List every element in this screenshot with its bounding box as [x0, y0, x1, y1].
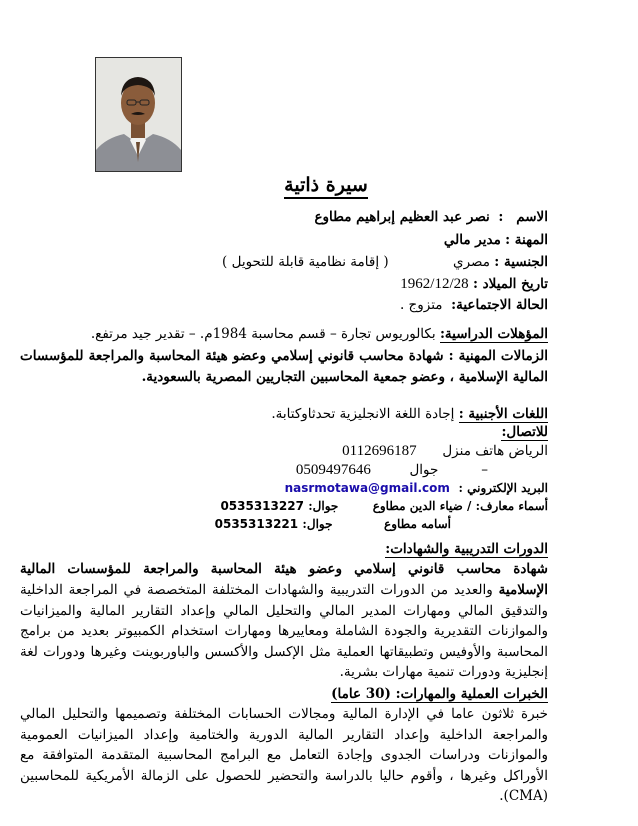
- marital-value: متزوج .: [399, 297, 443, 313]
- mobile-value: 0509497646: [295, 462, 371, 478]
- qualifications-row: [91, 324, 548, 344]
- courses-text: والعديد من الدورات التدريبية والشهادات المختلفة المتخصصة في المراجعة الداخلية والتدقيق المالي ومهارات المدير المالي والتحليل المالي وإعداد التقارير المالية والميزانيات والموازنات التقديرية والجودة الشاملة ومعاييرها ومهارات استخدام الكمبيوتر بعديد من برامج المحاسبة والأوفيس وتطبيقاتها العملية مثل الإكسل والأكسس والباوربوينت وغيرها ودورات لغة إنجليزية ودورات تنمية مهارات بشرية.: [20, 582, 548, 680]
- home-phone-label: الرياض هاتف منزل: [442, 443, 548, 459]
- marital-label: الحالة الاجتماعية:: [451, 297, 548, 313]
- marital-row: [400, 295, 548, 315]
- job-value: مدير مالي: [443, 232, 501, 248]
- birth-value: 1962/12/28: [400, 276, 469, 292]
- name-value: نصر عبد العظيم إبراهيم مطاوع: [314, 209, 490, 225]
- name-row: [314, 207, 548, 227]
- fellowships-paragraph: الزمالات المهنية : شهادة محاسب قانوني إسلامي وعضو هيئة المحاسبة والمراجعة للمؤسسات المالية الإسلامية ، وعضو جمعية المحاسبين التجاريين المصرية بالسعودية.: [20, 348, 548, 385]
- job-label: المهنة :: [505, 232, 548, 248]
- name-separator: :: [498, 209, 504, 225]
- profile-photo: [95, 57, 182, 172]
- languages-value: إجادة اللغة الانجليزية تحدثاوكتابة.: [271, 406, 455, 422]
- nationality-row: [222, 252, 548, 272]
- qualifications-label: المؤهلات الدراسية:: [439, 326, 548, 342]
- experience-paragraph: خبرة ثلاثون عاما في الإدارة المالية ومجالات الحسابات المختلفة وتصميمها والتحليل المالي والمراجعة الداخلية وإعداد التقارير المالية الدورية والختامية وإعداد الميزانيات العمومية والموازنات ودراسات الجدوى وإجادة التعامل مع البرامج المحاسبية المتقدمة المتوافقة مع الأوراكل وغيرها ، وأقوم حاليا بالدراسة والتحضير للحصول على الزمالة الأمريكية للمحاسبين (CMA).: [20, 706, 548, 804]
- experience-heading: الخبرات العملية والمهارات: (30 عاما): [331, 686, 548, 702]
- mobile-dash: –: [481, 462, 488, 478]
- reference-2-name: أسامه مطاوع: [384, 517, 451, 531]
- courses-paragraph: [20, 580, 548, 683]
- page-title: سيرة ذاتية: [0, 174, 638, 196]
- email-row: [285, 478, 548, 498]
- references-label: أسماء معارف:: [475, 499, 548, 513]
- courses-bold-line: شهادة محاسب قانوني إسلامي وعضو هيئة المحاسبة والمراجعة للمؤسسات المالية: [20, 561, 548, 577]
- residence-value: ( إقامة نظامية قابلة للتحويل ): [222, 254, 389, 270]
- experience-heading-row: [331, 684, 548, 704]
- courses-heading: الدورات التدريبية والشهادات:: [385, 541, 548, 557]
- languages-row: [271, 404, 548, 424]
- reference-1-row: [220, 496, 548, 516]
- reference-2-mobile: 0535313221: [214, 517, 299, 531]
- email-link[interactable]: nasrmotawa@gmail.com: [284, 481, 450, 495]
- reference-1-name: / ضياء الدين مطاوع: [372, 499, 472, 513]
- contact-heading-row: [501, 422, 548, 442]
- mobile-row: [296, 460, 488, 480]
- home-phone-value: 0112696187: [342, 443, 417, 459]
- courses-heading-row: [385, 539, 548, 559]
- reference-1-mobile-label: جوال:: [308, 499, 339, 513]
- reference-1-mobile: 0535313227: [220, 499, 304, 513]
- birth-row: [400, 274, 548, 294]
- reference-2-row: [215, 514, 451, 534]
- nationality-label: الجنسية :: [494, 254, 548, 270]
- email-label: البريد الإلكتروني :: [458, 481, 548, 495]
- home-phone-row: [342, 441, 548, 461]
- birth-label: تاريخ الميلاد :: [472, 276, 548, 292]
- courses-lead: الإسلامية: [498, 582, 549, 598]
- contact-label: للاتصال:: [501, 424, 548, 440]
- name-label: الاسم: [516, 209, 548, 225]
- reference-2-mobile-label: جوال:: [302, 517, 333, 531]
- portrait-image: [96, 58, 181, 171]
- job-row: [444, 230, 548, 250]
- mobile-label: جوال: [409, 462, 439, 478]
- languages-label: اللغات الأجنبية :: [458, 406, 548, 422]
- qualifications-value: بكالوريوس تجارة – قسم محاسبة 1984م. – تقدير جيد مرتفع.: [90, 326, 436, 342]
- nationality-value: مصري: [453, 254, 490, 270]
